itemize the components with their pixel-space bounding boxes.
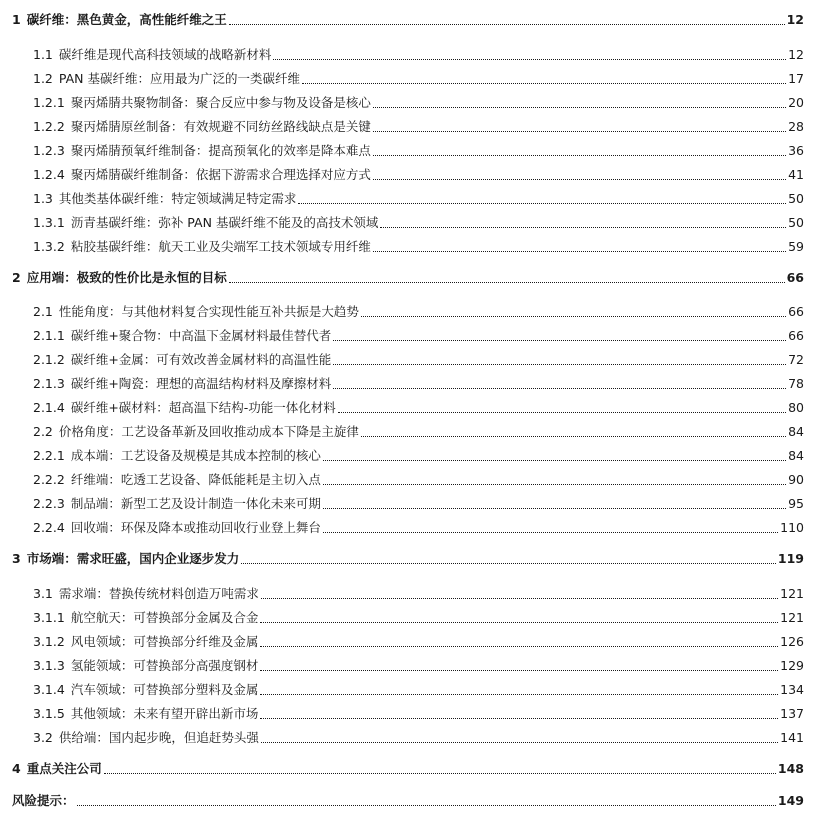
dot-leader bbox=[273, 59, 786, 60]
toc-number: 2.1.1 bbox=[33, 328, 65, 343]
toc-entry[interactable] bbox=[33, 115, 804, 135]
toc-title: 汽车领域：可替换部分塑料及金属 bbox=[70, 682, 259, 697]
dot-leader bbox=[338, 412, 786, 413]
toc-entry[interactable] bbox=[33, 444, 804, 464]
toc-entry-level1[interactable] bbox=[12, 266, 804, 286]
toc-page-number: 137 bbox=[780, 706, 804, 721]
toc-number: 1.3.2 bbox=[33, 239, 65, 254]
toc-number: 2.2.3 bbox=[33, 496, 65, 511]
toc-entry[interactable] bbox=[33, 396, 804, 416]
toc-title: 粘胶基碳纤维：航天工业及尖端军工技术领域专用纤维 bbox=[70, 239, 371, 254]
toc-page-number: 121 bbox=[780, 610, 804, 625]
dot-leader bbox=[261, 742, 778, 743]
dot-leader bbox=[323, 484, 786, 485]
toc-title: 纤维端：吃透工艺设备、降低能耗是主切入点 bbox=[70, 472, 321, 487]
dot-leader bbox=[298, 203, 786, 204]
dot-leader bbox=[373, 179, 786, 180]
toc-number: 3.1.3 bbox=[33, 658, 65, 673]
toc-number: 1.2.1 bbox=[33, 95, 65, 110]
toc-entry[interactable] bbox=[33, 516, 804, 536]
dot-leader bbox=[260, 646, 778, 647]
toc-entry[interactable] bbox=[33, 43, 804, 63]
toc-page-number: 20 bbox=[788, 95, 804, 110]
toc-page-number: 28 bbox=[788, 119, 804, 134]
toc-page-number: 134 bbox=[780, 682, 804, 697]
toc-title: 成本端：工艺设备及规模是其成本控制的核心 bbox=[70, 448, 321, 463]
toc-entry[interactable] bbox=[33, 300, 804, 320]
toc-page-number: 148 bbox=[777, 761, 804, 776]
toc-entry[interactable] bbox=[33, 630, 804, 650]
toc-number: 2.2.4 bbox=[33, 520, 65, 535]
toc-title: 碳纤维+金属：可有效改善金属材料的高温性能 bbox=[70, 352, 332, 367]
toc-page-number: 84 bbox=[788, 448, 804, 463]
toc-entry-level1[interactable] bbox=[12, 547, 804, 567]
toc-number: 1.2.3 bbox=[33, 143, 65, 158]
dot-leader bbox=[77, 805, 776, 806]
toc-entry[interactable] bbox=[33, 91, 804, 111]
toc-number: 2.1.2 bbox=[33, 352, 65, 367]
toc-page-number: 149 bbox=[777, 793, 804, 808]
dot-leader bbox=[373, 251, 786, 252]
toc-title: 回收端：环保及降本或推动回收行业登上舞台 bbox=[70, 520, 321, 535]
toc-number: 4 bbox=[12, 761, 21, 776]
dot-leader bbox=[260, 694, 778, 695]
toc-entry[interactable] bbox=[33, 606, 804, 626]
toc-number: 1.3 bbox=[33, 191, 53, 206]
toc-number: 1.1 bbox=[33, 47, 53, 62]
toc-number: 1 bbox=[12, 12, 21, 27]
dot-leader bbox=[229, 24, 785, 25]
toc-number: 3.1 bbox=[33, 586, 53, 601]
toc-title: 其他类基体碳纤维：特定领域满足特定需求 bbox=[58, 191, 297, 206]
dot-leader bbox=[323, 460, 786, 461]
toc-page-number: 66 bbox=[788, 304, 804, 319]
toc-number: 2.2.1 bbox=[33, 448, 65, 463]
toc-page-number: 78 bbox=[788, 376, 804, 391]
dot-leader bbox=[260, 622, 778, 623]
toc-page-number: 66 bbox=[786, 270, 804, 285]
toc-page-number: 36 bbox=[788, 143, 804, 158]
dot-leader bbox=[302, 83, 786, 84]
dot-leader bbox=[333, 364, 786, 365]
toc-title: 重点关注公司 bbox=[26, 761, 102, 776]
toc-page-number: 119 bbox=[777, 551, 804, 566]
dot-leader bbox=[373, 131, 786, 132]
toc-number: 1.2.4 bbox=[33, 167, 65, 182]
dot-leader bbox=[333, 388, 786, 389]
toc-entry[interactable] bbox=[33, 468, 804, 488]
toc-title: 风险提示： bbox=[12, 793, 75, 808]
toc-number: 3.1.5 bbox=[33, 706, 65, 721]
toc-title: 航空航天：可替换部分金属及合金 bbox=[70, 610, 259, 625]
toc-title: 碳纤维：黑色黄金，高性能纤维之王 bbox=[26, 12, 227, 27]
dot-leader bbox=[241, 563, 776, 564]
toc-entry[interactable] bbox=[33, 702, 804, 722]
dot-leader bbox=[373, 107, 786, 108]
toc-page-number: 66 bbox=[788, 328, 804, 343]
dot-leader bbox=[260, 718, 778, 719]
toc-number: 3 bbox=[12, 551, 21, 566]
toc-entry[interactable] bbox=[33, 67, 804, 87]
toc-page-number: 110 bbox=[780, 520, 804, 535]
toc-entry[interactable] bbox=[33, 163, 804, 183]
toc-entry-level1[interactable] bbox=[12, 757, 804, 777]
toc-entry[interactable] bbox=[33, 372, 804, 392]
toc-title: 碳纤维是现代高科技领域的战略新材料 bbox=[58, 47, 272, 62]
toc-title: 应用端：极致的性价比是永恒的目标 bbox=[26, 270, 227, 285]
toc-title: 聚丙烯腈原丝制备：有效规避不同纺丝路线缺点是关键 bbox=[70, 119, 371, 134]
toc-title: 性能角度：与其他材料复合实现性能互补共振是大趋势 bbox=[58, 304, 359, 319]
toc-entry[interactable] bbox=[33, 726, 804, 746]
toc-page-number: 80 bbox=[788, 400, 804, 415]
toc-number: 2.2.2 bbox=[33, 472, 65, 487]
dot-leader bbox=[261, 598, 778, 599]
toc-page-number: 17 bbox=[788, 71, 804, 86]
toc-title: 市场端：需求旺盛，国内企业逐步发力 bbox=[26, 551, 240, 566]
dot-leader bbox=[361, 316, 786, 317]
toc-title: 供给端：国内起步晚，但追赶势头强 bbox=[58, 730, 259, 745]
toc-page-number: 41 bbox=[788, 167, 804, 182]
toc-number: 2.1.3 bbox=[33, 376, 65, 391]
toc-number: 3.1.4 bbox=[33, 682, 65, 697]
toc-entry[interactable] bbox=[33, 235, 804, 255]
dot-leader bbox=[333, 340, 786, 341]
toc-number: 1.2 bbox=[33, 71, 53, 86]
toc-title: 风电领域：可替换部分纤维及金属 bbox=[70, 634, 259, 649]
toc-number: 3.2 bbox=[33, 730, 53, 745]
toc-page-number: 129 bbox=[780, 658, 804, 673]
toc-entry[interactable] bbox=[33, 187, 804, 207]
toc-page-number: 84 bbox=[788, 424, 804, 439]
toc-number: 3.1.1 bbox=[33, 610, 65, 625]
dot-leader bbox=[323, 508, 786, 509]
toc-entry-risk-warning[interactable] bbox=[12, 789, 804, 809]
toc-page-number: 95 bbox=[788, 496, 804, 511]
toc-entry[interactable] bbox=[33, 582, 804, 602]
toc-title: PAN 基碳纤维：应用最为广泛的一类碳纤维 bbox=[58, 71, 301, 86]
dot-leader bbox=[229, 282, 785, 283]
toc-entry[interactable] bbox=[33, 348, 804, 368]
toc-page-number: 141 bbox=[780, 730, 804, 745]
toc-page-number: 90 bbox=[788, 472, 804, 487]
toc-entry[interactable] bbox=[33, 211, 804, 231]
dot-leader bbox=[260, 670, 778, 671]
dot-leader bbox=[380, 227, 786, 228]
toc-entry[interactable] bbox=[33, 678, 804, 698]
toc-number: 2 bbox=[12, 270, 21, 285]
toc-number: 2.2 bbox=[33, 424, 53, 439]
dot-leader bbox=[373, 155, 786, 156]
toc-page-number: 50 bbox=[788, 215, 804, 230]
toc-page-number: 50 bbox=[788, 191, 804, 206]
toc-number: 2.1.4 bbox=[33, 400, 65, 415]
toc-number: 1.2.2 bbox=[33, 119, 65, 134]
toc-entry[interactable] bbox=[33, 654, 804, 674]
toc-title: 制品端：新型工艺及设计制造一体化未来可期 bbox=[70, 496, 321, 511]
dot-leader bbox=[323, 532, 778, 533]
toc-page-number: 59 bbox=[788, 239, 804, 254]
toc-entry[interactable] bbox=[33, 492, 804, 512]
toc-title: 聚丙烯腈预氧纤维制备：提高预氧化的效率是降本难点 bbox=[70, 143, 371, 158]
toc-page-number: 126 bbox=[780, 634, 804, 649]
toc-entry[interactable] bbox=[33, 324, 804, 344]
toc-title: 沥青基碳纤维：弥补 PAN 基碳纤维不能及的高技术领域 bbox=[70, 215, 379, 230]
toc-title: 氢能领域：可替换部分高强度钢材 bbox=[70, 658, 259, 673]
toc-title: 需求端：替换传统材料创造万吨需求 bbox=[58, 586, 259, 601]
toc-page-number: 12 bbox=[786, 12, 804, 27]
toc-title: 其他领域：未来有望开辟出新市场 bbox=[70, 706, 259, 721]
toc-title: 聚丙烯腈碳纤维制备：依据下游需求合理选择对应方式 bbox=[70, 167, 371, 182]
toc-page-number: 12 bbox=[788, 47, 804, 62]
toc-title: 碳纤维+碳材料：超高温下结构-功能一体化材料 bbox=[70, 400, 336, 415]
toc-title: 价格角度：工艺设备革新及回收推动成本下降是主旋律 bbox=[58, 424, 359, 439]
toc-title: 碳纤维+聚合物：中高温下金属材料最佳替代者 bbox=[70, 328, 332, 343]
dot-leader bbox=[361, 436, 786, 437]
toc-page-number: 121 bbox=[780, 586, 804, 601]
toc-entry[interactable] bbox=[33, 139, 804, 159]
toc-title: 聚丙烯腈共聚物制备：聚合反应中参与物及设备是核心 bbox=[70, 95, 371, 110]
toc-number: 1.3.1 bbox=[33, 215, 65, 230]
dot-leader bbox=[104, 773, 776, 774]
toc-entry-level1[interactable] bbox=[12, 8, 804, 28]
toc-number: 3.1.2 bbox=[33, 634, 65, 649]
toc-entry[interactable] bbox=[33, 420, 804, 440]
toc-page-number: 72 bbox=[788, 352, 804, 367]
toc-title: 碳纤维+陶瓷：理想的高温结构材料及摩擦材料 bbox=[70, 376, 332, 391]
toc-number: 2.1 bbox=[33, 304, 53, 319]
